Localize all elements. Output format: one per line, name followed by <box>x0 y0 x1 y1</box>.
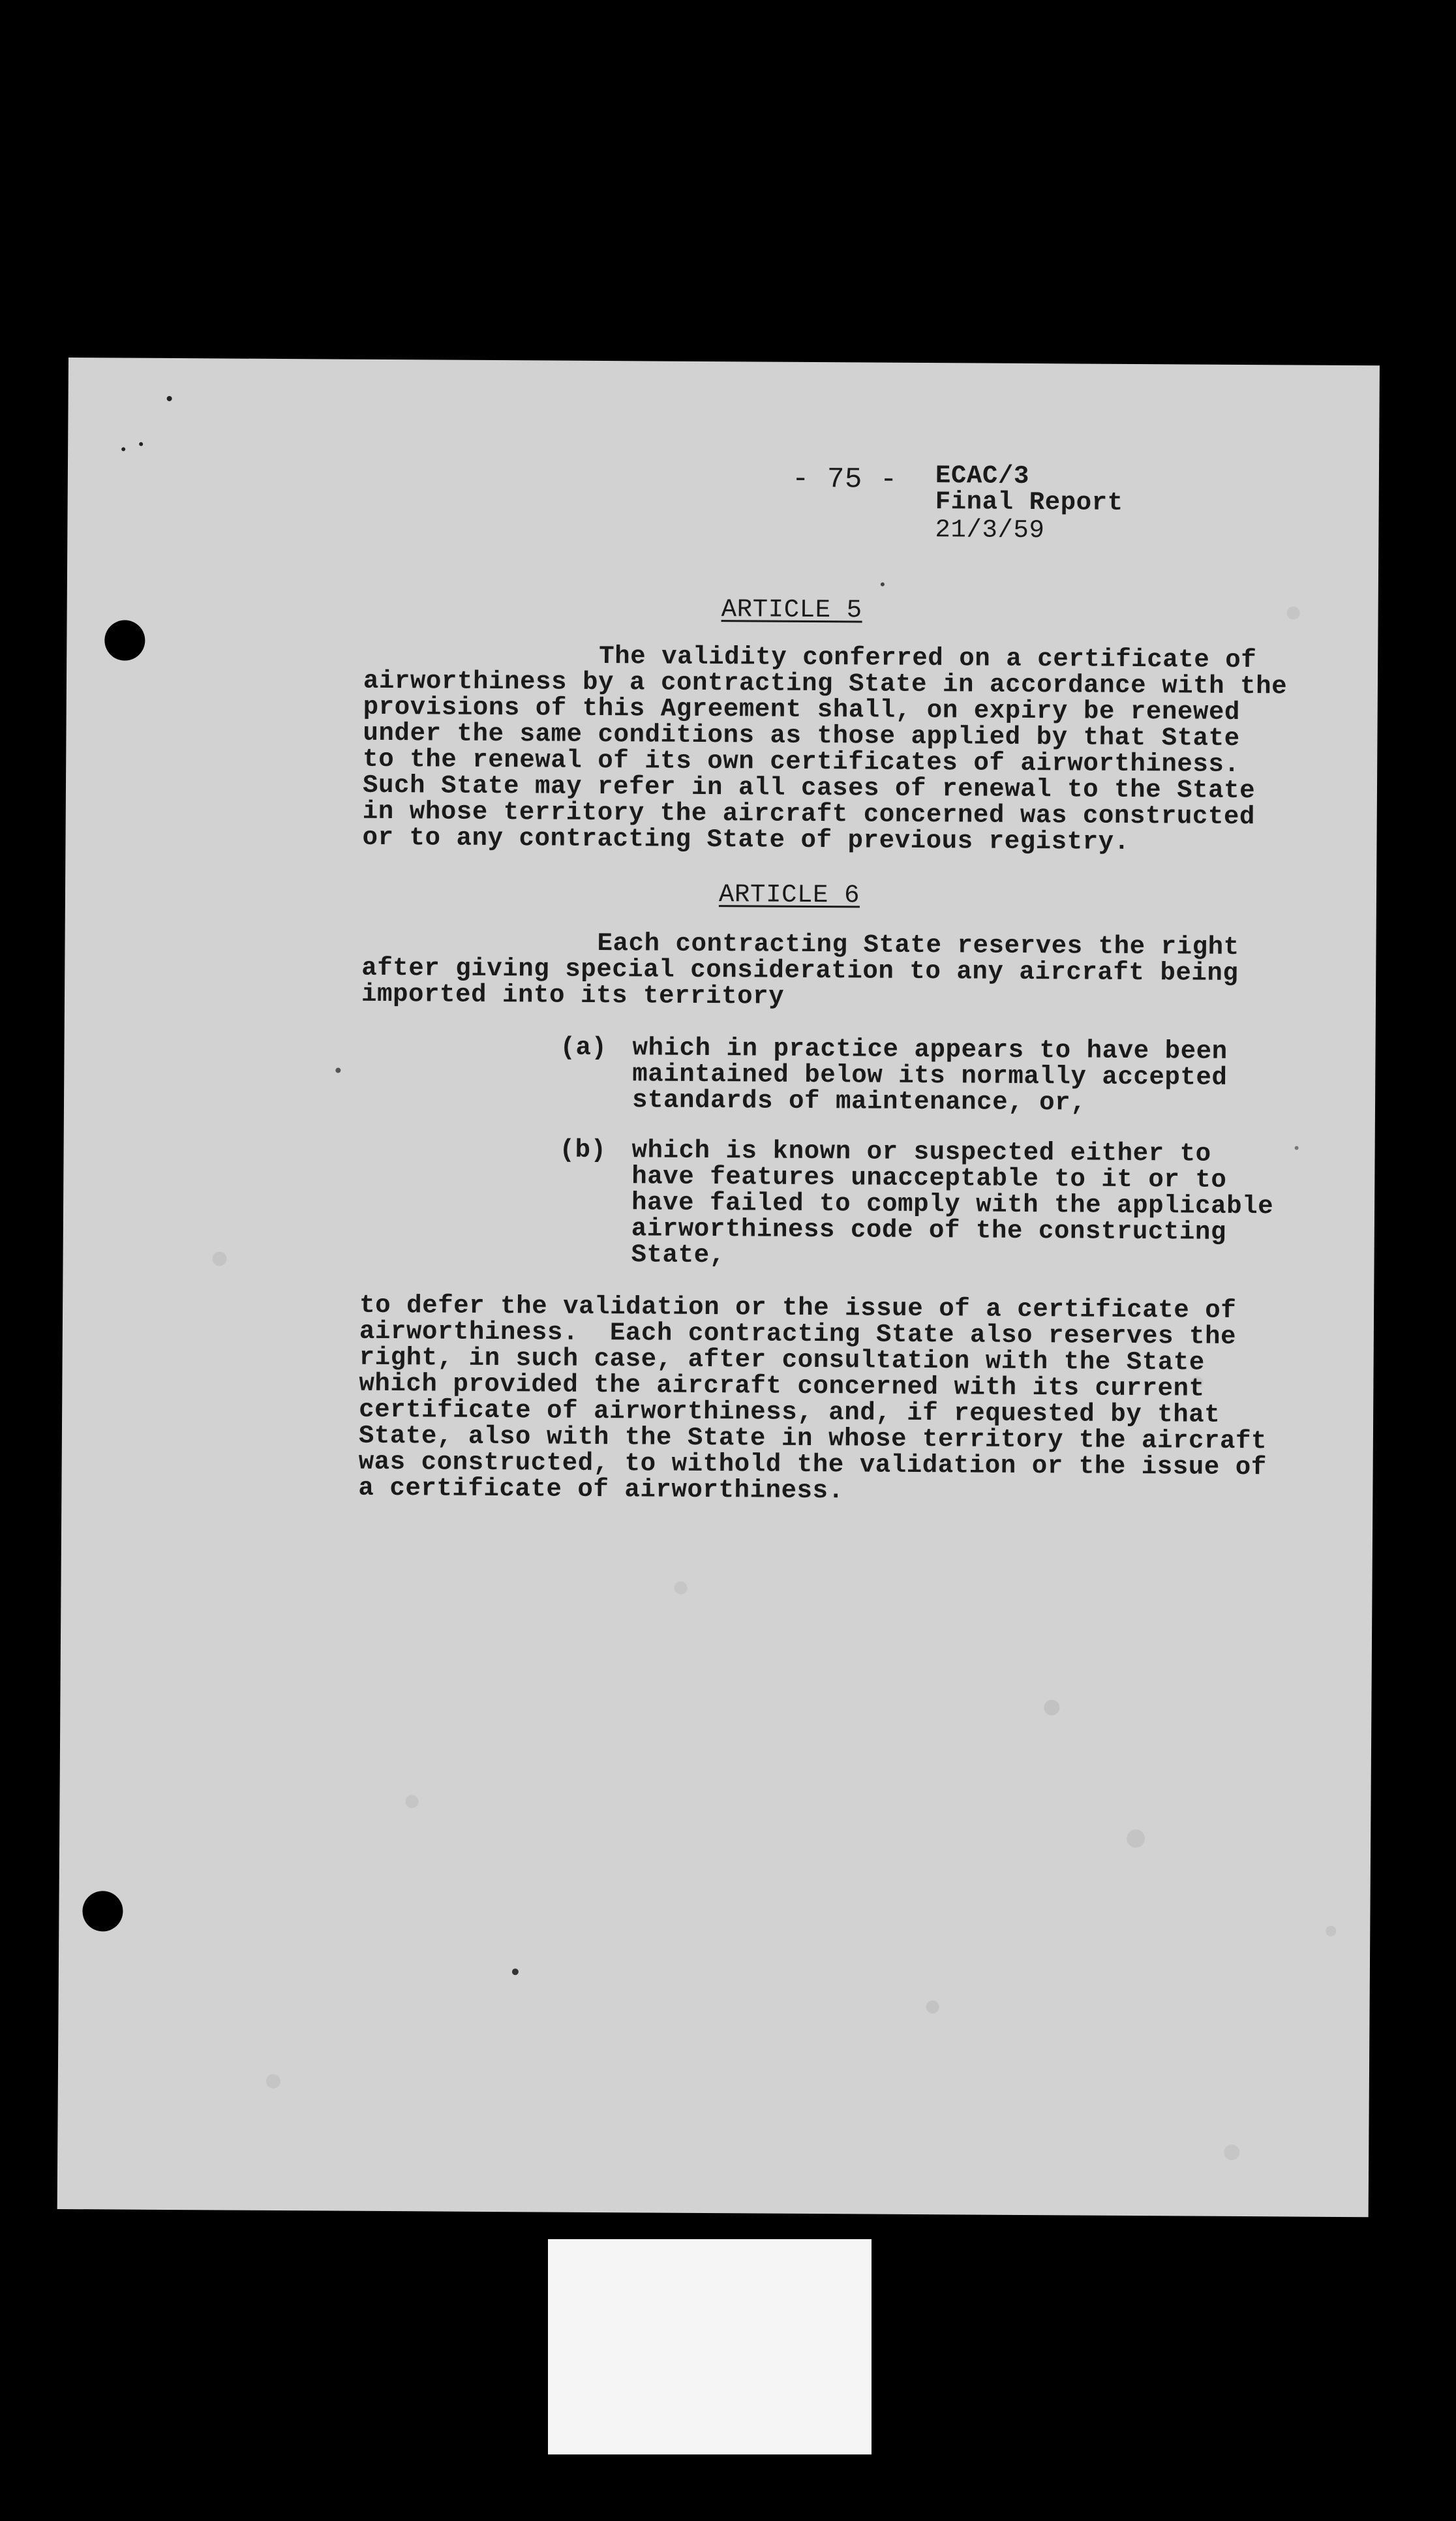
article-5-line: or to any contracting State of previous registry. <box>362 823 1130 857</box>
item-b-marker: (b) <box>559 1135 607 1165</box>
article-5-line: to the renewal of its own certificates of airworthiness. <box>363 744 1240 779</box>
report-date: 21/3/59 <box>935 515 1045 545</box>
item-b-line: airworthiness code of the constructing <box>631 1214 1227 1247</box>
article-6-heading: ARTICLE 6 <box>718 880 860 910</box>
article-6-closing-line: right, in such case, after consultation with the State <box>359 1343 1205 1377</box>
paper-slip <box>548 2239 872 2454</box>
article-6-intro-line: imported into its territory <box>361 979 785 1011</box>
article-5-line: provisions of this Agreement shall, on expiry be renewed <box>363 692 1241 727</box>
item-a-line: maintained below its normally accepted <box>632 1060 1228 1092</box>
article-5-line: The validity conferred on a certificate of <box>599 641 1257 675</box>
article-6-closing-line: certificate of airworthiness, and, if requested by that <box>359 1395 1221 1429</box>
article-6-intro-line: Each contracting State reserves the right <box>597 928 1239 962</box>
article-6-closing-line: which provided the aircraft concerned with its current <box>359 1369 1205 1403</box>
item-b-line: have failed to comply with the applicable <box>631 1188 1274 1221</box>
article-6-closing-line: to defer the validation or the issue of a certificate of <box>359 1291 1237 1325</box>
item-b-line: have features unacceptable to it or to <box>631 1162 1227 1195</box>
item-b-line: which is known or suspected either to <box>631 1136 1211 1169</box>
page-number: - 75 - <box>791 463 898 497</box>
article-6-closing-line: was constructed, to withold the validation or the issue of <box>358 1447 1267 1482</box>
article-6-closing-line: State, also with the State in whose territory the aircraft <box>358 1421 1267 1456</box>
doc-reference: ECAC/3 <box>935 461 1030 491</box>
item-a-line: which in practice appears to have been <box>632 1033 1228 1066</box>
report-label: Final Report <box>935 487 1123 517</box>
document-text <box>57 358 1380 2217</box>
article-5-line: in whose territory the aircraft concerned was constructed <box>362 797 1256 832</box>
article-5-line: airworthiness by a contracting State in accordance with the <box>363 666 1288 701</box>
document-page <box>57 358 1380 2217</box>
article-6-closing-line: airworthiness. Each contracting State also reserves the <box>359 1317 1237 1351</box>
item-a-marker: (a) <box>560 1033 607 1063</box>
item-a-line: standards of maintenance, or, <box>631 1086 1087 1118</box>
article-5-line: Such State may refer in all cases of renewal to the State <box>362 771 1256 806</box>
item-b-line: State, <box>631 1240 725 1270</box>
article-5-heading: ARTICLE 5 <box>721 595 862 625</box>
article-5-line: under the same conditions as those applied by that State <box>363 718 1240 753</box>
article-6-closing-line: a certificate of airworthiness. <box>358 1473 844 1506</box>
article-6-intro-line: after giving special consideration to any aircraft being <box>361 953 1239 988</box>
